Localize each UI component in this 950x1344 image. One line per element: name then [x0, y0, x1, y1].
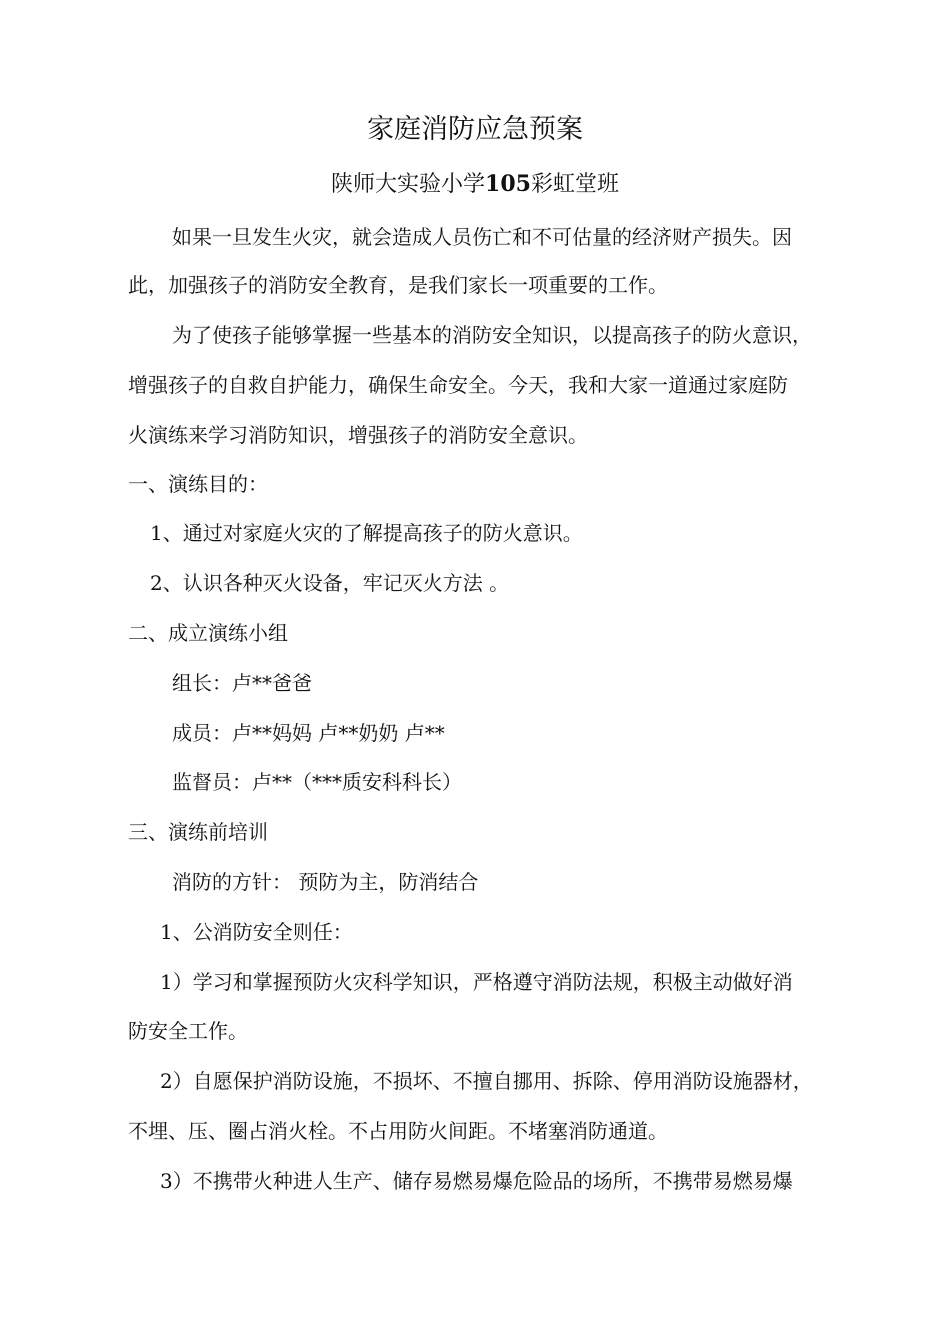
team-leader: 组长：卢**爸爸 [172, 671, 312, 695]
paragraph-line: 2）自愿保护消防设施，不损坏、不擅自挪用、拆除、停用消防设施器材， [160, 1069, 813, 1093]
subtitle-suffix: 彩虹堂班 [530, 172, 619, 197]
section-heading: 二、成立演练小组 [128, 621, 288, 645]
paragraph-line: 1）学习和掌握预防火灾科学知识，严格遵守消防法规，积极主动做好消 [160, 970, 793, 994]
list-item: 2、认识各种灭火设备，牢记灭火方法 。 [150, 571, 510, 595]
paragraph-line: 如果一旦发生火灾，就会造成人员伤亡和不可估量的经济财产损失。因 [172, 225, 792, 249]
paragraph-line: 为了使孩子能够掌握一些基本的消防安全知识，以提高孩子的防火意识， [172, 323, 812, 347]
list-item: 1、通过对家庭火灾的了解提高孩子的防火意识。 [150, 521, 583, 545]
section-heading: 三、演练前培训 [128, 820, 268, 844]
subtitle-prefix: 陕师大实验小学 [331, 172, 486, 197]
team-members: 成员：卢**妈妈 卢**奶奶 卢** [172, 721, 445, 745]
paragraph-line: 3）不携带火种进人生产、储存易燃易爆危险品的场所，不携带易燃易爆 [160, 1169, 793, 1193]
paragraph-line: 增强孩子的自救自护能力，确保生命安全。今天，我和大家一道通过家庭防 [128, 373, 788, 397]
document-title: 家庭消防应急预案 [367, 114, 583, 145]
document-subtitle [0, 168, 950, 201]
paragraph-line: 不埋、压、圈占消火栓。不占用防火间距。不堵塞消防通道。 [128, 1119, 668, 1143]
subtitle-class-number: 105 [485, 171, 531, 197]
list-item: 1、公消防安全则任： [160, 920, 353, 944]
paragraph-line: 火演练来学习消防知识，增强孩子的消防安全意识。 [128, 423, 588, 447]
team-supervisor: 监督员：卢**（***质安科科长） [172, 770, 462, 794]
paragraph-line: 防安全工作。 [128, 1019, 248, 1043]
paragraph-line: 此，加强孩子的消防安全教育，是我们家长一项重要的工作。 [128, 273, 668, 297]
fire-policy: 消防的方针： 预防为主，防消结合 [172, 870, 479, 894]
section-heading: 一、演练目的： [128, 472, 268, 496]
